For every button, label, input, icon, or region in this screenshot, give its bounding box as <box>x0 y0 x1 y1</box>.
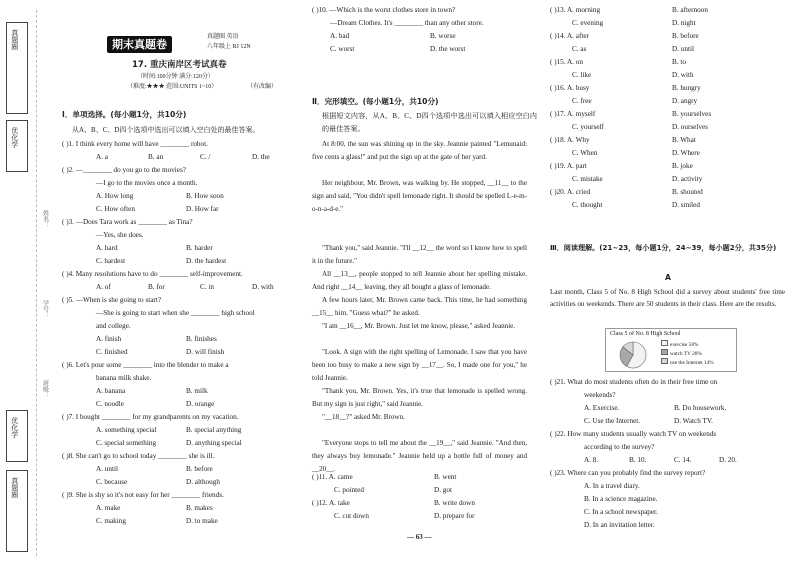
option: B. special anything <box>186 426 242 434</box>
option: C. noodle <box>96 400 124 408</box>
question-text: ( )8. She can't go to school today ________ she is ill. <box>62 452 215 460</box>
question-text: ( )4. Many resolutions have to do ________ self-improvement. <box>62 270 243 278</box>
option: D. although <box>186 478 220 486</box>
option: D. anything special <box>186 439 242 447</box>
option: C. When <box>572 149 598 157</box>
legend-swatch <box>661 358 668 364</box>
legend-label: watch TV 28% <box>670 351 702 357</box>
cloze-paragraph: "I am __16__, Mr. Brown. Just let me know, please," asked Jeannie. <box>322 322 516 330</box>
option: B. worse <box>430 32 456 40</box>
chart-title: Class 5 of No. 8 High School <box>610 331 681 337</box>
option: C. worst <box>330 45 355 53</box>
sidebar-tab-top <box>6 22 28 114</box>
option: D. night <box>672 19 696 27</box>
option: B. joke <box>672 162 693 170</box>
exam-edition: （有改编） <box>247 84 278 90</box>
option: D. with <box>672 71 694 79</box>
option: B. before <box>186 465 213 473</box>
option: B. before <box>672 32 699 40</box>
cloze-question: ( )19. A. part <box>550 162 587 170</box>
section2-heading: Ⅱ．完形填空。(每小题1分，共10分) <box>312 97 439 106</box>
question-text: and college. <box>96 322 131 330</box>
cloze-question: ( )11. A. came <box>312 473 353 481</box>
passage-label: A <box>665 273 671 282</box>
question-text: ( )1. I think every home will have ________ robot. <box>62 140 208 148</box>
option: C. How often <box>96 205 135 213</box>
exam-meta: （时间:100分钟 满分:120分） <box>137 74 214 80</box>
option: C. free <box>572 97 592 105</box>
option: B. to <box>672 58 686 66</box>
section3-heading: Ⅲ．阅读理解。(21~23，每小题1分，24~39，每小题2分，共35分) <box>550 243 777 252</box>
option: C. hardest <box>96 257 126 265</box>
cloze-question: ( )18. A. Why <box>550 136 590 144</box>
option: C. cut down <box>334 512 369 520</box>
column-1 <box>62 0 302 566</box>
option: B. yourselves <box>672 110 712 118</box>
cloze-question: ( )15. A. on <box>550 58 583 66</box>
option: A. hard <box>96 244 118 252</box>
legend-swatch <box>661 340 668 346</box>
legend-entry <box>661 358 714 367</box>
sidebar-tab-bottom <box>6 470 28 552</box>
option: D. to make <box>186 517 218 525</box>
question-text: ( )23. Where can you probably find the survey report? <box>550 469 706 477</box>
option: B. went <box>434 473 457 481</box>
option: D. prepare for <box>434 512 475 520</box>
option: B. afternoon <box>672 6 708 14</box>
class-label: 班级： <box>41 380 48 398</box>
option: A. finish <box>96 335 122 343</box>
option: D. How far <box>186 205 219 213</box>
option: C. yourself <box>572 123 604 131</box>
option: D. angry <box>672 97 698 105</box>
option: B. In a science magazine. <box>584 495 658 503</box>
question-text: banana milk shake. <box>96 374 152 382</box>
question-text: ( )5. —When is she going to start? <box>62 296 162 304</box>
question-text: —She is going to start when she ________ high school <box>96 309 255 317</box>
option: C. evening <box>572 19 604 27</box>
option: A. make <box>96 504 121 512</box>
question-text: ( )7. I bought ________ for my grandparents on my vacation. <box>62 413 239 421</box>
cloze-question: ( )20. A. cried <box>550 188 591 196</box>
option: A. Exercise. <box>584 404 620 412</box>
option: B. harder <box>186 244 213 252</box>
question-text: according to the survey? <box>584 443 655 451</box>
question-text: ( )10. —Which is the worst clothes store in town? <box>312 6 456 14</box>
section1-instruction: 从A、B、C、D四个选项中选出可以填入空白处的最佳答案。 <box>72 126 260 134</box>
legend-label: use the Internet 14% <box>670 360 714 366</box>
option: A. bad <box>330 32 350 40</box>
option: B. What <box>672 136 696 144</box>
cloze-question: ( )12. A. take <box>312 499 350 507</box>
question-text: ( )2. —________ do you go to the movies? <box>62 166 186 174</box>
question-text: ( )22. How many students usually watch TV on weekends <box>550 430 717 438</box>
option: C. because <box>96 478 128 486</box>
cloze-paragraph: A few hours later, Mr. Brown came back. This time, he had something __15__ him. "Guess what?" he asked. <box>312 296 527 317</box>
option: D. Watch TV. <box>674 417 713 425</box>
option: C. as <box>572 45 587 53</box>
option: D. with <box>252 283 274 291</box>
cloze-paragraph: "__18__?" asked Mr. Brown. <box>322 413 405 421</box>
option: D. the hardest <box>186 257 227 265</box>
cloze-question: ( )13. A. morning <box>550 6 601 14</box>
sidebar-tab-label: 优化学 <box>10 417 19 438</box>
question-text: —Dream Clothes. It's ________ than any other store. <box>330 19 484 27</box>
cloze-paragraph: "Thank you, Mr. Brown. Yes, it's true that lemonade is spelled wrong. But my sign is just right," said Jeannie. <box>312 387 527 408</box>
cloze-paragraph: All __13__, people stopped to tell Jeannie about her spelling mistake. And right __14__ leaving, they all bought a glass of lemonade. <box>312 270 527 291</box>
cloze-paragraph: "Thank you," said Jeannie. "I'll __12__ the word so I know how to spell it in the future." <box>312 244 527 265</box>
option: A. banana <box>96 387 126 395</box>
legend-entry <box>661 349 714 358</box>
cloze-paragraph: "Look. A sign with the right spelling of Lemonade. I saw that you have been too busy to make a new sign by __17__. So, I made one for you," he told Jeannie. <box>312 348 527 382</box>
exam-difficulty: （难度:★★★ 范围:UNITS 1~10） <box>127 84 218 90</box>
option: A. How long <box>96 192 134 200</box>
option: A. In a travel diary. <box>584 482 640 490</box>
binding-sidebar <box>0 0 60 566</box>
option: B. 10. <box>629 456 647 464</box>
cloze-question: ( )17. A. myself <box>550 110 596 118</box>
option: B. How soon <box>186 192 224 200</box>
option: D. the worst <box>430 45 466 53</box>
question-text: weekends? <box>584 391 616 399</box>
option: C. 14. <box>674 456 692 464</box>
option: D. the <box>252 153 270 161</box>
option: D. activity <box>672 175 703 183</box>
option: A. a <box>96 153 108 161</box>
option: C. / <box>200 153 211 161</box>
option: B. hungry <box>672 84 701 92</box>
question-text: ( )21. What do most students often do in their free time on <box>550 378 718 386</box>
pie-chart <box>618 340 648 370</box>
cloze-paragraph: Her neighbour, Mr. Brown, was walking by. He stopped, __11__ to the sign and said, "You didn't spell lemonade right. It should be spelled L-e-m-o-n-a-d-e." <box>312 179 527 213</box>
option: B. finishes <box>186 335 217 343</box>
option: D. ourselves <box>672 123 708 131</box>
question-text: ( )6. Let's pour some ________ into the blender to make a <box>62 361 229 369</box>
option: B. for <box>148 283 165 291</box>
cut-line <box>36 10 37 556</box>
survey-chart <box>605 328 737 372</box>
option: D. orange <box>186 400 215 408</box>
badge-label: 期末真题卷 <box>107 36 172 53</box>
option: B. makes <box>186 504 213 512</box>
legend-swatch <box>661 349 668 355</box>
chart-legend <box>661 340 714 367</box>
option: B. an <box>148 153 164 161</box>
section2-instruction: 根据短文内容，从A、B、C、D四个选项中选出可以填入相应空白内的最佳答案。 <box>322 112 537 133</box>
cloze-question: ( )16. A. busy <box>550 84 590 92</box>
option: C. pointed <box>334 486 364 494</box>
page-number: — 63 — <box>407 533 432 541</box>
section1-heading: Ⅰ．单项选择。(每小题1分，共10分) <box>62 110 187 119</box>
name-label: 姓名： <box>41 210 48 228</box>
grade-label: 八年级上 RJ 12N <box>207 44 251 50</box>
option: B. milk <box>186 387 208 395</box>
option: C. thought <box>572 201 603 209</box>
option: D. got <box>434 486 452 494</box>
sidebar-tab-mid <box>6 120 28 172</box>
option: C. mistake <box>572 175 603 183</box>
question-text: ( )3. —Does Tara work as ________ as Tina? <box>62 218 193 226</box>
option: A. of <box>96 283 111 291</box>
option: C. In a school newspaper. <box>584 508 658 516</box>
option: B. Do housework. <box>674 404 727 412</box>
column-2 <box>312 0 552 566</box>
option: B. shouted <box>672 188 703 196</box>
question-text: ( )9. She is shy so it's not easy for her ________ friends. <box>62 491 224 499</box>
option: D. will finish <box>186 348 225 356</box>
question-text: —Yes, she does. <box>96 231 144 239</box>
sidebar-tab-label: 优化学 <box>10 127 19 148</box>
option: C. finished <box>96 348 128 356</box>
column-3 <box>550 0 795 566</box>
option: B. write down <box>434 499 475 507</box>
legend-entry <box>661 340 714 349</box>
option: A. until <box>96 465 118 473</box>
question-text: —I go to the movies once a month. <box>96 179 198 187</box>
cloze-question: ( )14. A. after <box>550 32 589 40</box>
option: C. Use the Internet. <box>584 417 641 425</box>
option: C. in <box>200 283 214 291</box>
sidebar-tab-label: 真题圈 <box>10 477 19 498</box>
option: D. In an invitation letter. <box>584 521 655 529</box>
option: A. 8. <box>584 456 599 464</box>
option: D. smiled <box>672 201 700 209</box>
option: D. until <box>672 45 694 53</box>
exam-title: 17. 重庆南岸区考试真卷 <box>132 60 227 70</box>
option: D. Where <box>672 149 700 157</box>
id-label: 学号： <box>41 300 48 318</box>
sidebar-tab-lower <box>6 410 28 462</box>
option: D. 20. <box>719 456 737 464</box>
option: C. special something <box>96 439 157 447</box>
legend-label: exercise 58% <box>670 342 699 348</box>
option: A. something special <box>96 426 157 434</box>
sidebar-tab-label: 真题圈 <box>10 29 19 50</box>
option: C. making <box>96 517 126 525</box>
passage-a: Last month, Class 5 of No. 8 High School did a survey about students' free time activities on weekends. There are 50 students in their class. Here are the results. <box>550 288 785 308</box>
header-badge <box>107 38 172 52</box>
series-label: 真题圈 英语 <box>207 34 239 40</box>
cloze-paragraph: At 8:00, the sun was shining up in the sky. Jeannie painted "Lemunaid: five cents a glass!" and put the sign up at the gate of her yard. <box>312 140 527 161</box>
option: C. like <box>572 71 592 79</box>
cloze-paragraph: "Everyone stops to tell me about the __19__," said Jeannie. "And then, they always buy lemonade." Jeannie held up a bottle full of money and __20__. <box>312 439 527 473</box>
